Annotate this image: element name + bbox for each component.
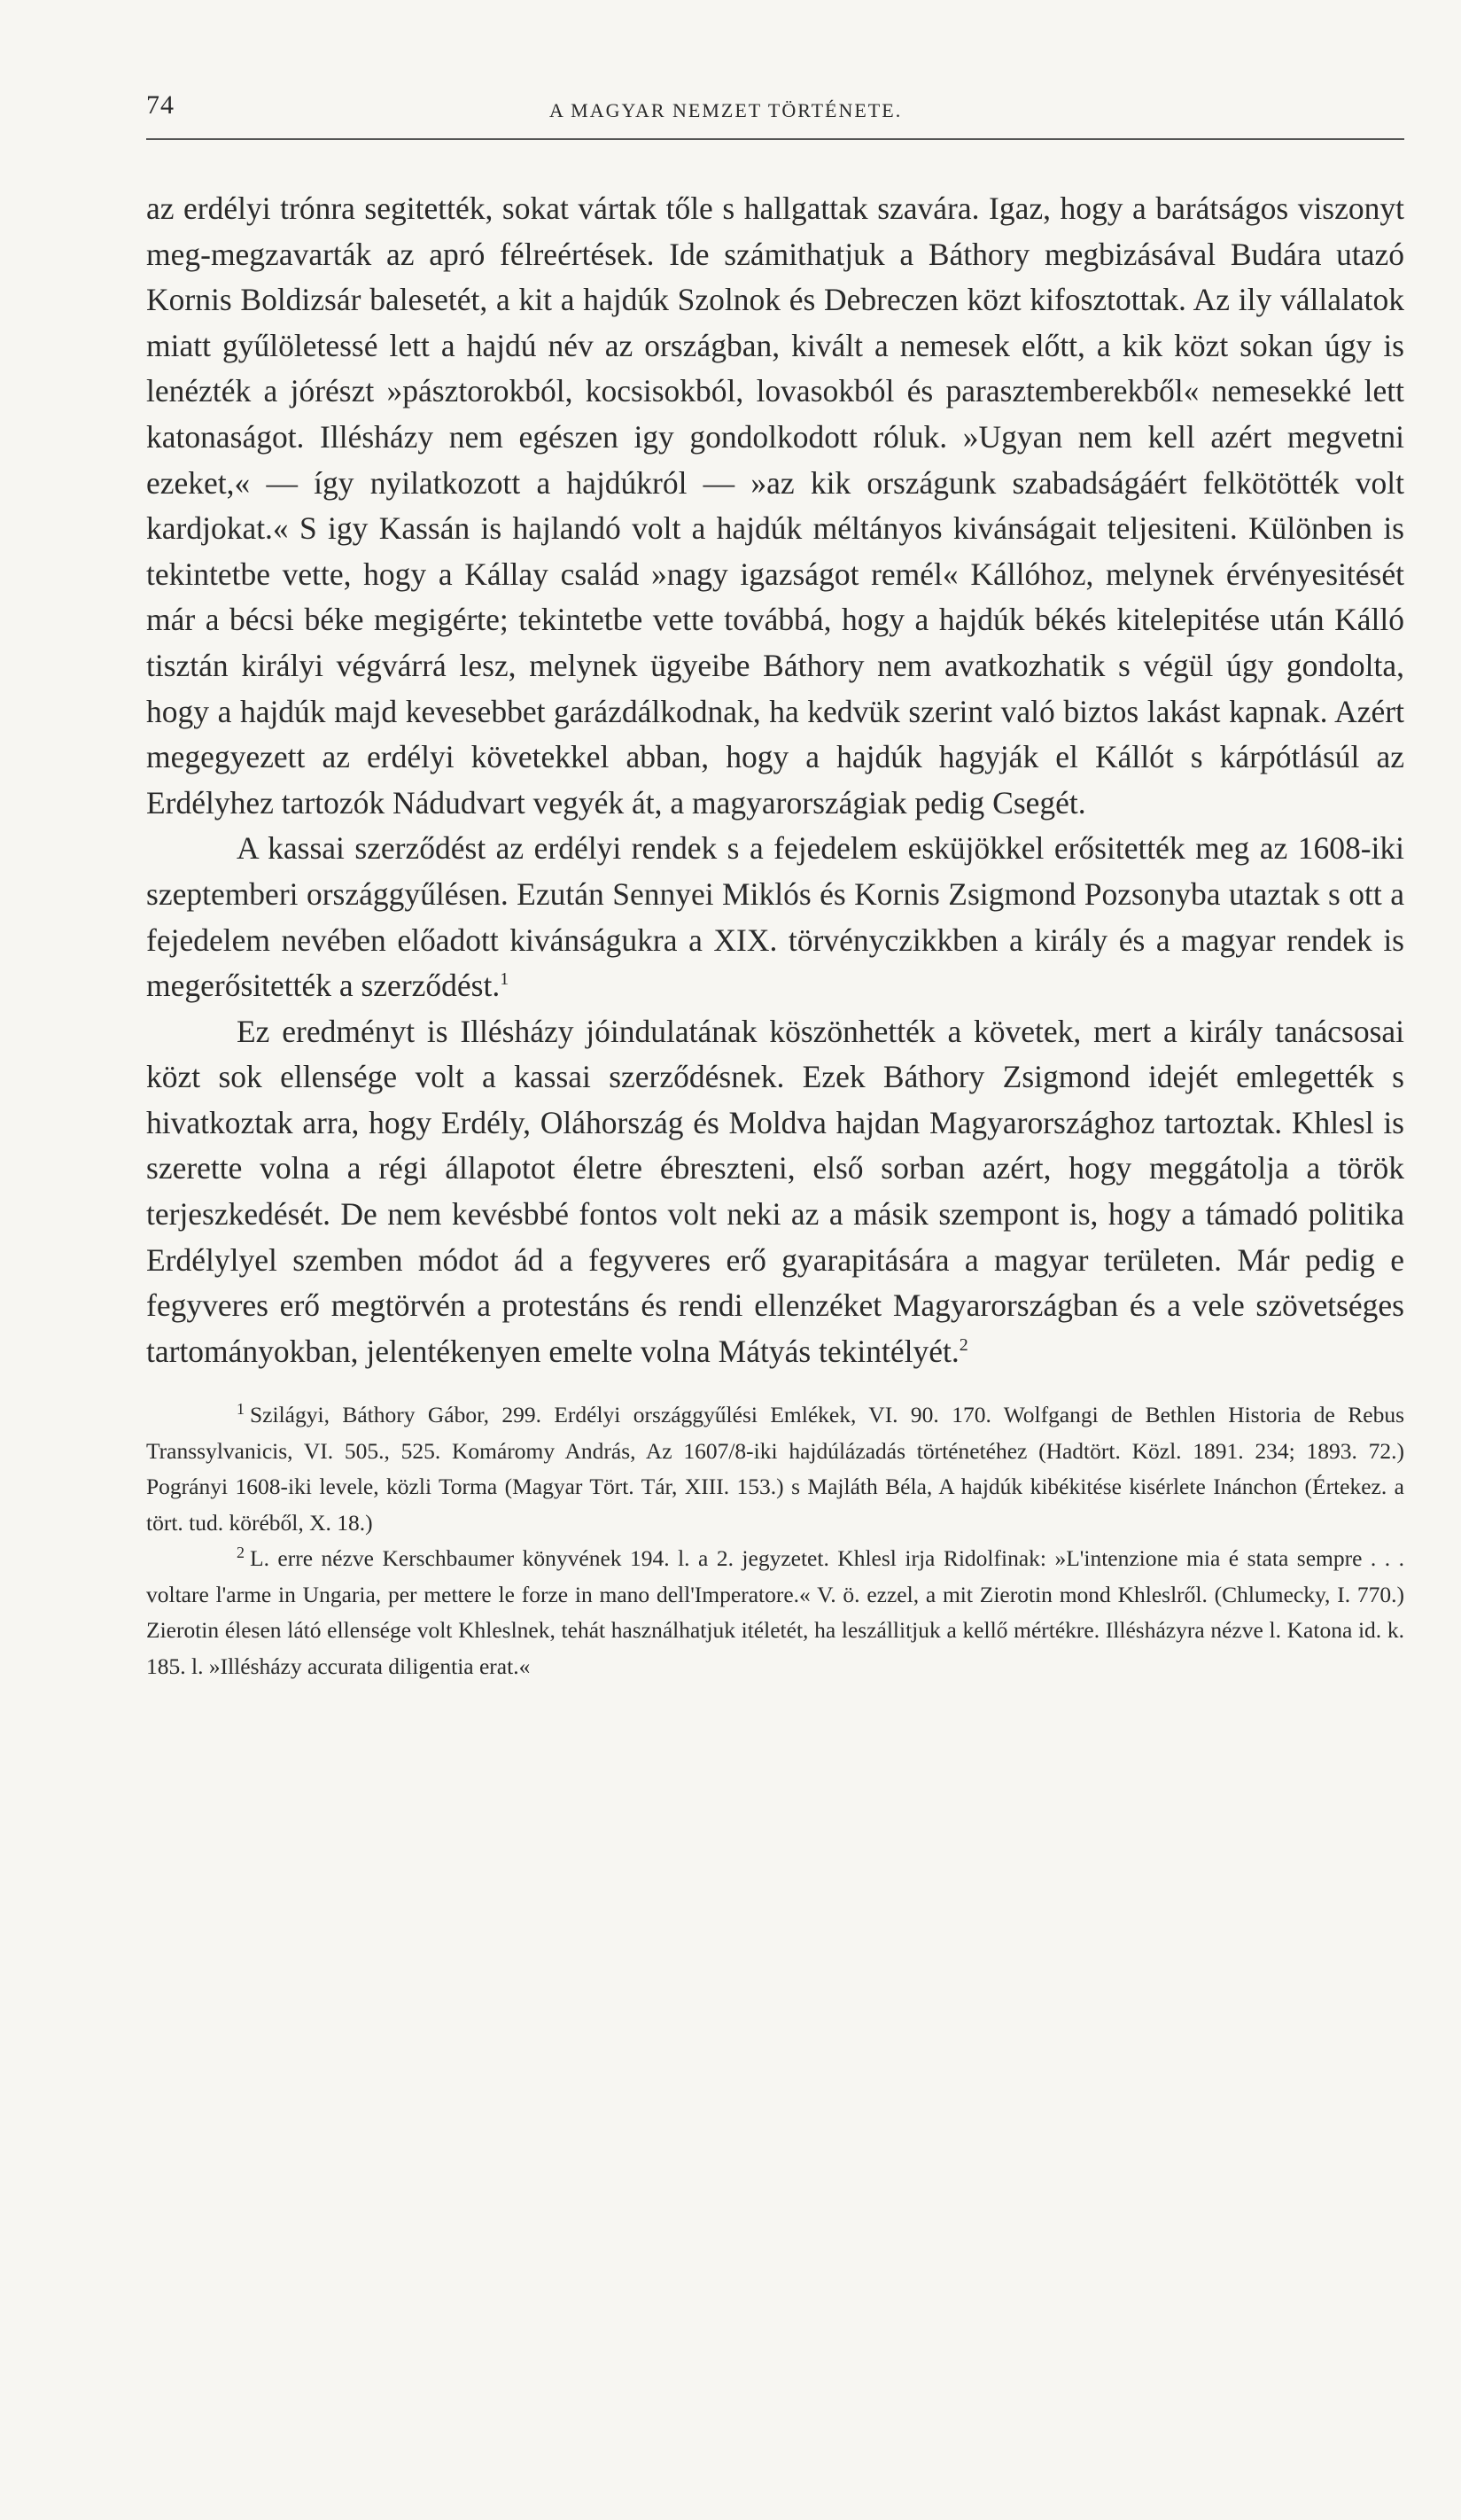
footnote-mark: 2 bbox=[237, 1543, 245, 1561]
paragraph-text: az erdélyi trónra segitették, sokat vártak tőle s hallgattak szavára. Igaz, hogy a barátságos viszonyt meg-megzavarták az apró félreértések. Ide számithatjuk a Báthory megbizásával Budára utazó Kornis Boldizsár balesetét, a kit a hajdúk Szolnok és Debreczen közt kifosztottak. Az ily vállalatok miatt gyűlöletessé lett a hajdú név az országban, kivált a nemesek előtt, a kik közt sokan úgy is lenézték a jórészt »pásztorokból, kocsisokból, lovasokból és parasztemberekből« nemesekké lett katonaságot. Illésházy nem egészen igy gondolkodott róluk. »Ugyan nem kell azért megvetni ezeket,« — így nyilatkozott a hajdúkról — »az kik országunk szabadságáért felkötötték volt kardjokat.« S igy Kassán is hajlandó volt a hajdúk méltányos kivánságait teljesiteni. Különben is tekintetbe vette, hogy a Kállay család »nagy igazságot remél« Kállóhoz, melynek érvényesitését már a bécsi béke megigérte; tekintetbe vette továbbá, hogy a hajdúk békés kitelepitése után Kálló tisztán királyi végvárrá lesz, melynek ügyeibe Báthory nem avatkozhatik s végül úgy gondolta, hogy a hajdúk majd kevesebbet garázdálkodnak, ha kedvük szerint való biztos lakást kapnak. Azért megegyezett az erdélyi követekkel abban, hogy a hajdúk hagyják el Kállót s kárpótlásúl az Erdélyhez tartozók Nádudvart vegyék át, a magyarországiak pedig Csegét. bbox=[146, 191, 1404, 821]
footnote-reference: 2 bbox=[959, 1335, 968, 1356]
paragraph bbox=[146, 1009, 1404, 1375]
page-number: 74 bbox=[146, 90, 175, 120]
running-title: A MAGYAR NEMZET TÖRTÉNETE. bbox=[549, 99, 903, 121]
paragraph bbox=[146, 826, 1404, 1008]
footnotes bbox=[146, 1397, 1404, 1684]
footnote-mark: 1 bbox=[237, 1399, 245, 1418]
footnote bbox=[146, 1541, 1404, 1684]
paragraph-text: Ez eredményt is Illésházy jóindulatának köszönhették a követek, mert a király tanácsosai közt sok ellensége volt a kassai szerződésnek. Ezek Báthory Zsigmond idejét emlegették s hivatkoztak arra, hogy Erdély, Oláhország és Moldva hajdan Magyarországhoz tartoztak. Khlesl is szerette volna a régi állapotot életre ébreszteni, első sorban azért, hogy meggátolja a török terjeszkedését. De nem kevésbbé fontos volt neki az a másik szempont is, hogy a támadó politika Erdélylyel szemben módot ád a fegyveres erő gyarapitására a magyar területen. Már pedig e fegyveres erő megtörvén a protestáns és rendi ellenzéket Magyarországban és a vele szövetséges tartományokban, jelentékenyen emelte volna Mátyás tekintélyét. bbox=[146, 1013, 1404, 1369]
paragraph-text: A kassai szerződést az erdélyi rendek s a fejedelem esküjökkel erősitették meg az 1608-iki szeptemberi országgyűlésen. Ezután Sennyei Miklós és Kornis Zsigmond Pozsonyba utaztak s ott a fejedelem nevében előadott kivánságukra a XIX. törvényczikkben a király és a magyar rendek is megerősitették a szerződést. bbox=[146, 830, 1404, 1004]
book-page bbox=[146, 85, 1404, 1684]
footnote-reference: 1 bbox=[500, 969, 509, 990]
footnote bbox=[146, 1397, 1404, 1541]
footnote-text: Szilágyi, Báthory Gábor, 299. Erdélyi országgyűlési Emlékek, VI. 90. 170. Wolfgangi de Bethlen Historia de Rebus Transsylvanicis, VI. 505., 525. Komáromy András, Az 1607/8-iki hajdúlázadás történetéhez (Hadtört. Közl. 1891. 234; 1893. 72.) Pogrányi 1608-iki levele, közli Torma (Magyar Tört. Tár, XIII. 153.) s Majláth Béla, A hajdúk kibékitése kisérlete Inánchon (Értekez. a tört. tud. köréből, X. 18.) bbox=[146, 1402, 1404, 1536]
page-header bbox=[146, 85, 1404, 140]
footnote-text: L. erre nézve Kerschbaumer könyvének 194. l. a 2. jegyzetet. Khlesl irja Ridolfinak: »L'intenzione mia é stata sempre . . . voltare l'arme in Ungaria, per mettere le forze in mano dell'Imperatore.« V. ö. ezzel, a mit Zierotin mond Khleslről. (Chlumecky, I. 770.) Zierotin élesen látó ellensége volt Khleslnek, tehát használhatjuk itéletét, ha leszállitjuk a kellő mértékre. Illésházyra nézve l. Katona id. k. 185. l. »Illésházy accurata diligentia erat.« bbox=[146, 1545, 1404, 1679]
paragraph bbox=[146, 186, 1404, 826]
main-text bbox=[146, 186, 1404, 1374]
